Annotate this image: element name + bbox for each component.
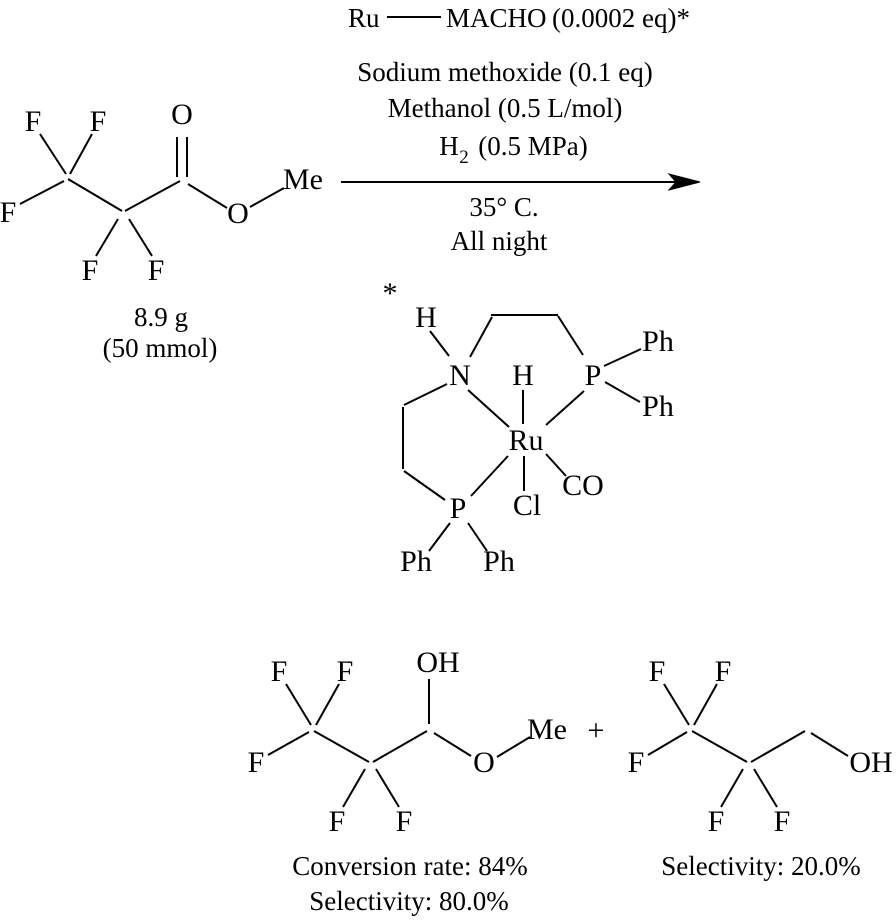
atom-label-cl: Cl xyxy=(512,489,542,522)
bond xyxy=(68,179,122,211)
atom-label-f: F xyxy=(328,805,346,838)
atom-label-f: F xyxy=(147,254,165,287)
atom-label-f: F xyxy=(773,805,791,838)
atom-label-o: O xyxy=(227,197,249,230)
atom-label-f: F xyxy=(270,655,288,688)
atom-label-me: Me xyxy=(527,713,567,746)
selectivity-minor-text: Selectivity: 20.0% xyxy=(661,851,861,881)
bond xyxy=(250,188,284,207)
atom-label-f: F xyxy=(627,746,645,779)
catalyst-name-label: MACHO xyxy=(446,3,547,33)
bond xyxy=(376,769,399,807)
bond xyxy=(558,316,583,355)
bond xyxy=(268,732,309,755)
atom-label-f: F xyxy=(336,655,354,688)
atom-label-p: P xyxy=(449,492,467,525)
base-condition: Sodium methoxide (0.1 eq) xyxy=(357,57,653,87)
selectivity-major-text: Selectivity: 80.0% xyxy=(309,886,509,916)
bond xyxy=(70,134,92,174)
atom-label-f: F xyxy=(707,805,725,838)
bond xyxy=(605,382,640,402)
reaction-arrow xyxy=(341,174,700,190)
atom-label-f: F xyxy=(24,105,42,138)
atom-label-ph: Ph xyxy=(642,390,674,423)
atom-label-ph: Ph xyxy=(483,545,515,578)
hydrogen-symbol: H xyxy=(439,131,459,161)
atom-label-f: F xyxy=(81,254,99,287)
reactant-mass: 8.9 g xyxy=(134,302,188,332)
atom-label-h: H xyxy=(415,301,437,334)
product-minor-bonds xyxy=(648,684,848,807)
bond xyxy=(343,769,365,807)
atom-label-me: Me xyxy=(283,163,323,196)
atom-label-oh: OH xyxy=(416,646,460,679)
bond xyxy=(129,219,152,256)
bond xyxy=(721,769,743,807)
solvent-condition: Methanol (0.5 L/mol) xyxy=(387,93,623,123)
atom-label-f: F xyxy=(247,746,265,779)
hydrogen-subscript: 2 xyxy=(459,147,469,168)
atom-label-oh: OH xyxy=(849,746,893,779)
atom-label-f: F xyxy=(89,105,107,138)
bond xyxy=(404,471,445,500)
bond xyxy=(429,523,450,551)
atom-label-f: F xyxy=(0,196,17,229)
reactant-amount: (50 mmol) xyxy=(102,333,218,363)
bond xyxy=(125,181,180,211)
conversion-rate-text: Conversion rate: 84% xyxy=(292,851,528,881)
temperature-condition: 35° C. xyxy=(469,192,539,222)
bond xyxy=(434,733,471,756)
bond xyxy=(373,731,427,762)
bond xyxy=(546,391,584,425)
atom-label-n: N xyxy=(449,359,471,392)
bond xyxy=(286,684,311,725)
product-major-bonds xyxy=(268,679,530,807)
atom-label-f: F xyxy=(395,805,413,838)
atom-label-ph: Ph xyxy=(400,545,432,578)
atom-label-o: O xyxy=(171,98,193,131)
bond xyxy=(404,384,447,405)
bond xyxy=(20,181,64,204)
bond xyxy=(430,331,449,356)
bond xyxy=(188,184,227,208)
atom-label-f: F xyxy=(714,655,732,688)
bond xyxy=(468,390,509,427)
bond xyxy=(471,456,508,496)
hydrogen-pressure: (0.5 MPa) xyxy=(478,131,588,161)
atom-label-f: F xyxy=(648,655,666,688)
bond xyxy=(316,684,339,725)
bond xyxy=(811,733,848,756)
bond xyxy=(751,731,805,762)
bond xyxy=(470,317,492,357)
atom-label-ru: Ru xyxy=(508,424,544,457)
bond xyxy=(664,684,689,725)
atom-label-p: P xyxy=(584,359,602,392)
reactant-bonds xyxy=(20,134,284,256)
time-condition: All night xyxy=(450,226,548,256)
plus-sign: + xyxy=(587,714,605,747)
catalyst-metal-label: Ru xyxy=(348,3,380,33)
bond xyxy=(604,349,641,366)
footnote-asterisk: * xyxy=(382,277,398,310)
bond xyxy=(648,732,687,755)
atom-label-co: CO xyxy=(562,469,604,502)
bond xyxy=(40,134,66,174)
bond xyxy=(314,731,369,762)
bond xyxy=(96,219,118,256)
bond xyxy=(692,731,747,762)
catalyst-loading-label: (0.0002 eq)* xyxy=(552,3,690,33)
atom-label-h: H xyxy=(512,359,534,392)
bond xyxy=(754,769,777,807)
atom-label-o: O xyxy=(473,746,495,779)
bond xyxy=(694,684,717,725)
atom-label-ph: Ph xyxy=(642,325,674,358)
bond xyxy=(497,737,530,757)
